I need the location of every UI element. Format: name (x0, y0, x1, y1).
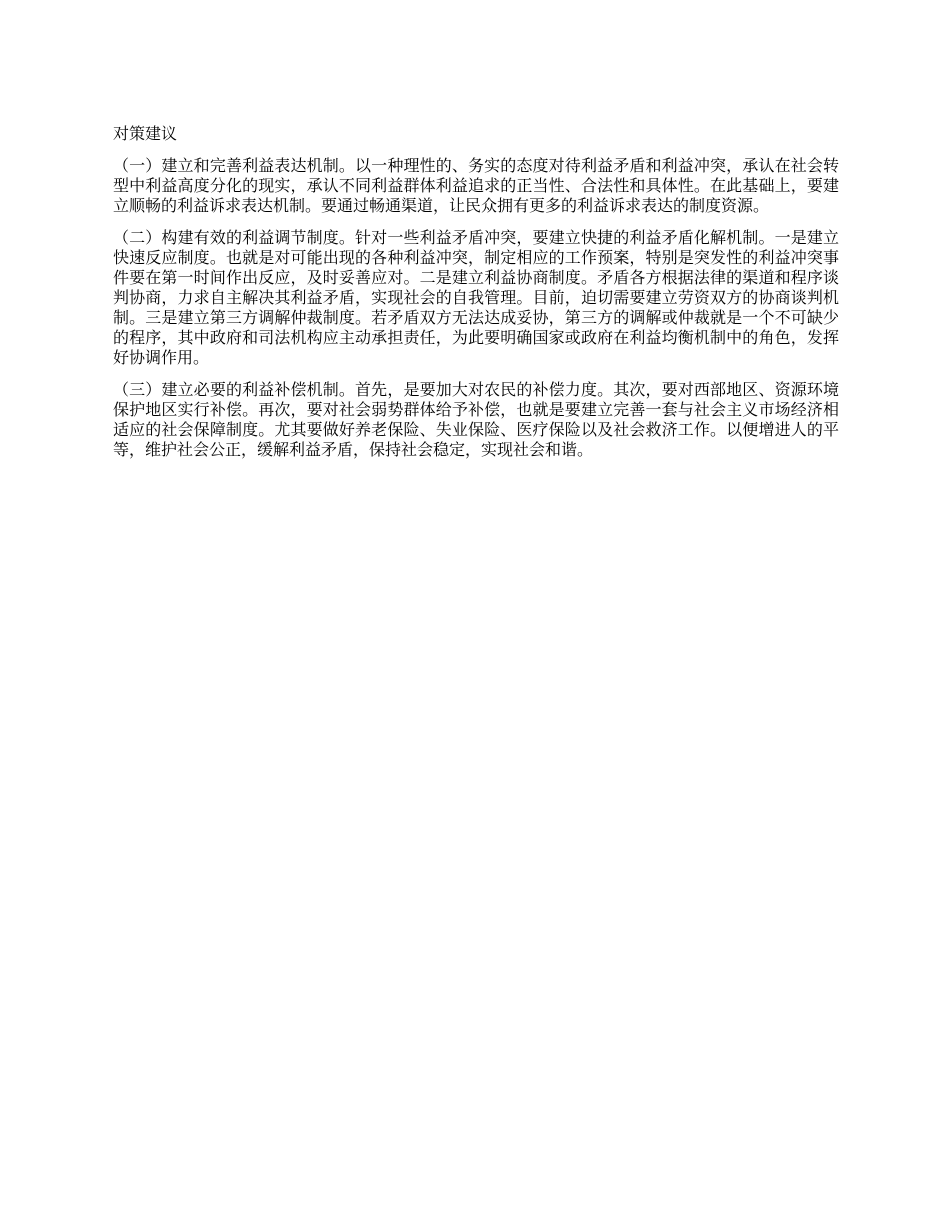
paragraph-interest-expression: （一）建立和完善利益表达机制。以一种理性的、务实的态度对待利益矛盾和利益冲突，承认在社会转型中利益高度分化的现实，承认不同利益群体利益追求的正当性、合法性和具体性。在此基础上，要建立顺畅的利益诉求表达机制。要通过畅通渠道，让民众拥有更多的利益诉求表达的制度资源。 (113, 156, 839, 215)
document-page (113, 124, 839, 472)
document-heading: 对策建议 (113, 124, 178, 143)
paragraph-interest-compensation: （三）建立必要的利益补偿机制。首先，是要加大对农民的补偿力度。其次，要对西部地区、资源环境保护地区实行补偿。再次，要对社会弱势群体给予补偿，也就是要建立完善一套与社会主义市场经济相适应的社会保障制度。尤其要做好养老保险、失业保险、医疗保险以及社会救济工作。以便增进人的平等，维护社会公正，缓解利益矛盾，保持社会稳定，实现社会和谐。 (113, 380, 839, 459)
paragraph-interest-regulation: （二）构建有效的利益调节制度。针对一些利益矛盾冲突，要建立快捷的利益矛盾化解机制。一是建立快速反应制度。也就是对可能出现的各种利益冲突，制定相应的工作预案，特别是突发性的利益冲突事件要在第一时间作出反应，及时妥善应对。二是建立利益协商制度。矛盾各方根据法律的渠道和程序谈判协商，力求自主解决其利益矛盾，实现社会的自我管理。目前，迫切需要建立劳资双方的协商谈判机制。三是建立第三方调解仲裁制度。若矛盾双方无法达成妥协，第三方的调解或仲裁就是一个不可缺少的程序，其中政府和司法机构应主动承担责任，为此要明确国家或政府在利益均衡机制中的角色，发挥好协调作用。 (113, 228, 839, 367)
